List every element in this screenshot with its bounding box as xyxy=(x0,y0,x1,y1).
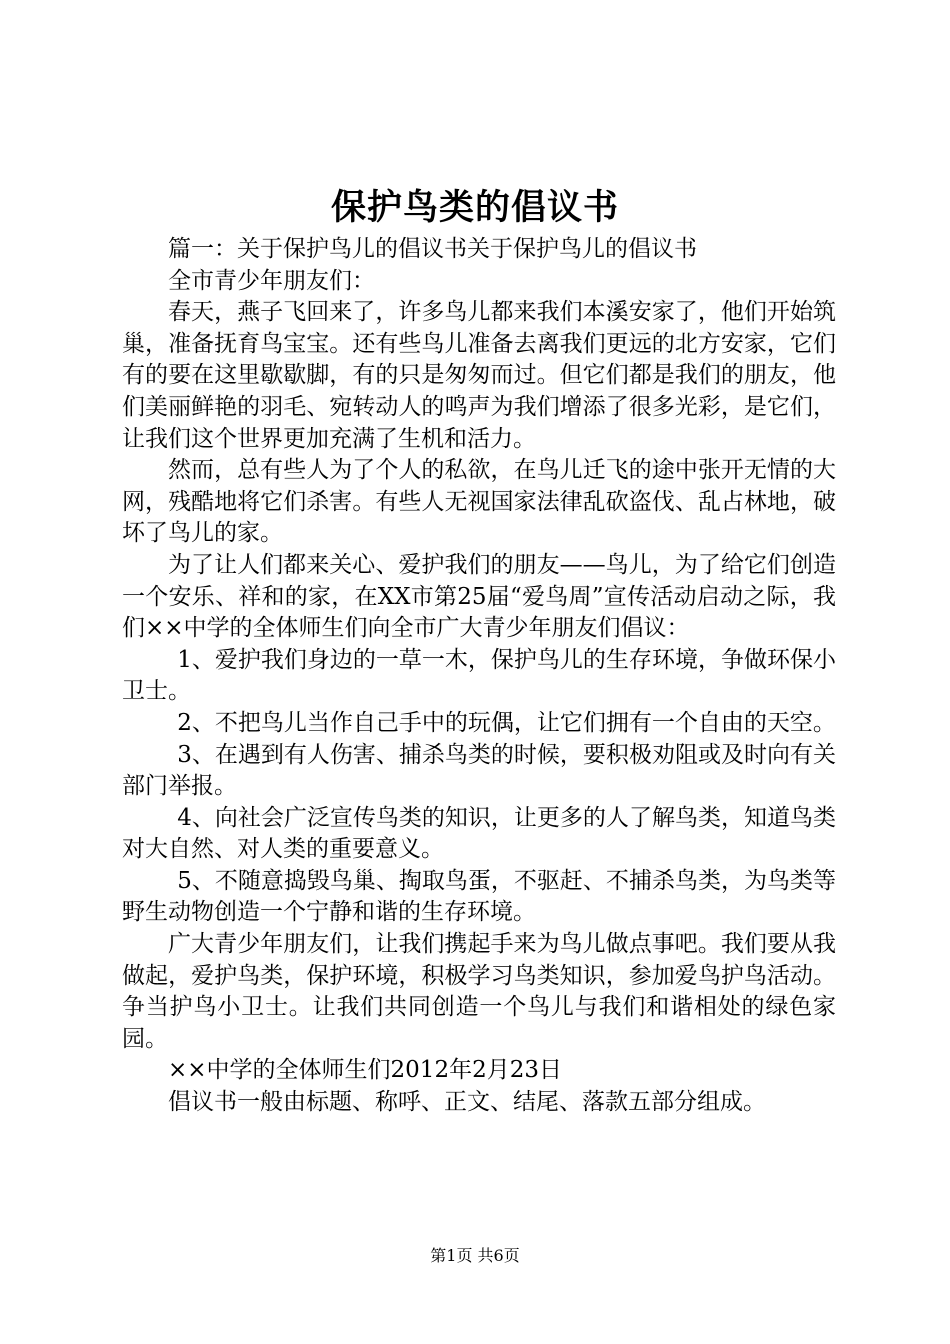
page-number: 第1页 共6页 xyxy=(430,1246,520,1265)
paragraph: 为了让人们都来关心、爱护我们的朋友——鸟儿，为了给它们创造一个安乐、祥和的家，在XX市第25届“爱鸟周”宣传活动启动之际，我们××中学的全体师生们向全市广大青少年朋友们倡议： xyxy=(122,551,836,642)
signature-line: ××中学的全体师生们2012年2月23日 xyxy=(168,1057,562,1084)
document-title: 保护鸟类的倡议书 xyxy=(330,187,619,228)
proposal-item: 5、不随意捣毁鸟巢、掏取鸟蛋，不驱赶、不捕杀鸟类，为鸟类等野生动物创造一个宁静和谐的生存环境。 xyxy=(122,867,836,926)
paragraph-salutation: 全市青少年朋友们： xyxy=(168,267,375,294)
paragraph: 然而，总有些人为了个人的私欲，在鸟儿迁飞的途中张开无情的大网，残酷地将它们杀害。有些人无视国家法律乱砍盗伐、乱占林地，破坏了鸟儿的家。 xyxy=(122,457,836,547)
paragraph: 倡议书一般由标题、称呼、正文、结尾、落款五部分组成。 xyxy=(168,1089,766,1116)
proposal-item: 2、不把鸟儿当作自己手中的玩偶，让它们拥有一个自由的天空。 xyxy=(177,709,836,736)
paragraph-heading: 篇一：关于保护鸟儿的倡议书关于保护鸟儿的倡议书 xyxy=(168,236,697,262)
proposal-item: 3、在遇到有人伤害、捕杀鸟类的时候，要积极劝阻或及时向有关部门举报。 xyxy=(122,741,836,800)
paragraph: 春天，燕子飞回来了，许多鸟儿都来我们本溪安家了，他们开始筑巢，准备抚育鸟宝宝。还有些鸟儿准备去离我们更远的北方安家，它们有的要在这里歇歇脚，有的只是匆匆而过。但它们都是我们的朋友，他们美丽鲜艳的羽毛、宛转动人的鸣声为我们增添了很多光彩，是它们，让我们这个世界更加充满了生机和活力。 xyxy=(122,299,836,452)
proposal-item: 1、爱护我们身边的一草一木，保护鸟儿的生存环境，争做环保小卫士。 xyxy=(122,646,836,705)
proposal-item: 4、向社会广泛宣传鸟类的知识，让更多的人了解鸟类，知道鸟类对大自然、对人类的重要意义。 xyxy=(122,804,836,863)
document-body xyxy=(122,234,836,1119)
paragraph: 广大青少年朋友们，让我们携起手来为鸟儿做点事吧。我们要从我做起，爱护鸟类，保护环境，积极学习鸟类知识，参加爱鸟护鸟活动。争当护鸟小卫士。让我们共同创造一个鸟儿与我们和谐相处的绿色家园。 xyxy=(122,931,836,1052)
